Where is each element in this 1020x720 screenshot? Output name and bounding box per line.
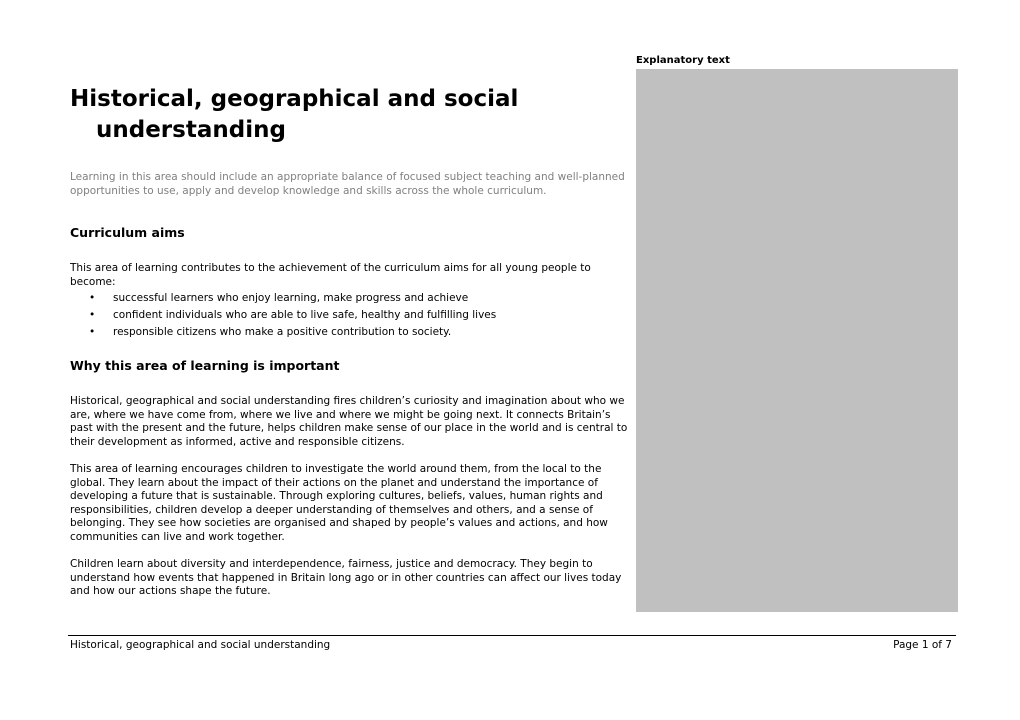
list-item-text: responsible citizens who make a positive contribution to society.	[113, 326, 452, 338]
bullet-icon: •	[89, 292, 96, 304]
explanatory-text-label: Explanatory text	[636, 55, 730, 66]
footer-divider	[68, 635, 956, 636]
aims-bullet-list	[70, 292, 632, 339]
importance-paragraph-1: Historical, geographical and social understanding fires children’s curiosity and imagination about who we are, where we have come from, where we live and where we might be going next. It connects Britain’s past with the present and the future, helps children make sense of our place in the world and is central to their development as informed, active and responsible citizens.	[70, 395, 628, 448]
document-body	[70, 84, 632, 599]
importance-heading: Why this area of learning is important	[70, 358, 340, 373]
page-number: Page 1 of 7	[893, 639, 952, 651]
list-item	[70, 326, 632, 339]
aims-lead-paragraph: This area of learning contributes to the achievement of the curriculum aims for all young people to become:	[70, 262, 591, 288]
curriculum-aims-heading: Curriculum aims	[70, 225, 185, 240]
importance-paragraph-3: Children learn about diversity and interdependence, fairness, justice and democracy. They begin to understand how events that happened in Britain long ago or in other countries can affect our lives today and how our actions shape the future.	[70, 558, 622, 597]
list-item	[70, 309, 632, 322]
list-item-text: confident individuals who are able to live safe, healthy and fulfilling lives	[113, 309, 497, 321]
explanatory-text-box	[636, 69, 958, 612]
footer-title: Historical, geographical and social understanding	[70, 639, 331, 651]
page-title: Historical, geographical and social understanding	[70, 86, 519, 143]
bullet-icon: •	[89, 326, 96, 338]
intro-paragraph: Learning in this area should include an appropriate balance of focused subject teaching and well-planned opportunities to use, apply and develop knowledge and skills across the whole curriculum.	[70, 171, 625, 197]
bullet-icon: •	[89, 309, 96, 321]
importance-paragraph-2: This area of learning encourages children to investigate the world around them, from the local to the global. They learn about the impact of their actions on the planet and understand the importance of developing a future that is sustainable. Through exploring cultures, beliefs, values, human rights and responsibilities, children develop a deeper understanding of themselves and others, and a sense of belonging. They see how societies are organised and shaped by people’s values and actions, and how communities can live and work together.	[70, 463, 608, 543]
list-item	[70, 292, 632, 305]
list-item-text: successful learners who enjoy learning, make progress and achieve	[113, 292, 469, 304]
